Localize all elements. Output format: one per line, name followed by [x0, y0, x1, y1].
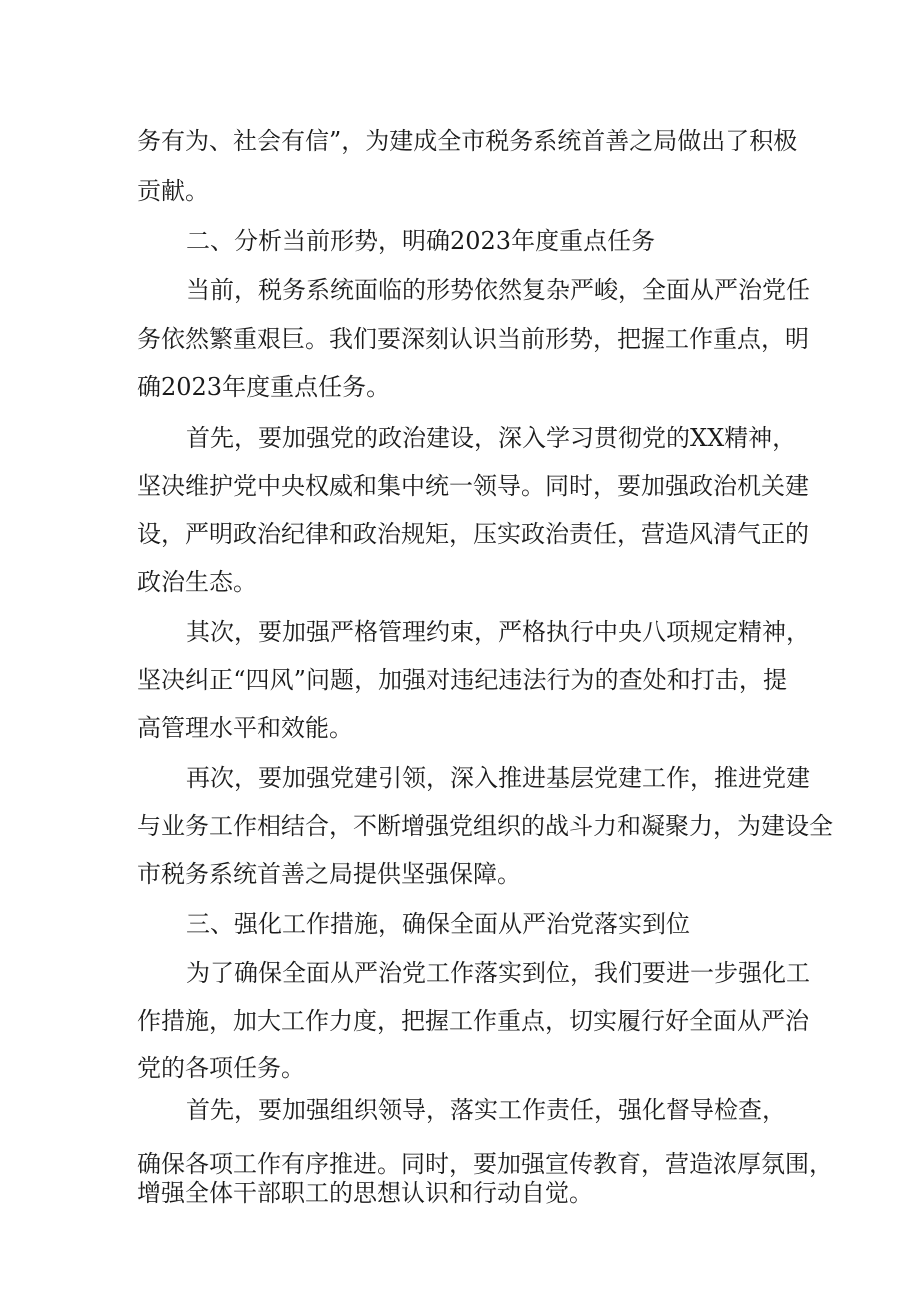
paragraph-line: 贡献。: [137, 177, 209, 205]
paragraph-line: 再次，要加强党建引领，深入推进基层党建工作，推进党建: [186, 764, 810, 792]
paragraph-line: 首先，要加强党的政治建设，深入学习贯彻党的XX精神，: [186, 424, 797, 452]
section-heading: 三、强化工作措施，确保全面从严治党落实到位: [186, 910, 690, 938]
paragraph-line: 其次，要加强严格管理约束，严格执行中央八项规定精神，: [186, 618, 810, 646]
paragraph-line: 确2023年度重点任务。: [137, 373, 391, 401]
paragraph-line: 增强全体干部职工的思想认识和行动自觉。: [137, 1179, 593, 1207]
section-heading: 二、分析当前形势，明确2023年度重点任务: [186, 227, 656, 255]
paragraph-line: 作措施，加大工作力度，把握工作重点，切实履行好全面从严治: [137, 1007, 809, 1035]
paragraph-line: 首先，要加强组织领导，落实工作责任，强化督导检查，: [186, 1096, 786, 1124]
paragraph-line: 党的各项任务。: [137, 1054, 305, 1082]
paragraph-line: 与业务工作相结合，不断增强党组织的战斗力和凝聚力，为建设全: [137, 812, 833, 840]
paragraph-line: 务有为、社会有信”，为建成全市税务系统首善之局做出了积极: [137, 127, 798, 155]
paragraph-line: 政治生态。: [137, 568, 257, 596]
paragraph-line: 坚决纠正“四风”问题，加强对违纪违法行为的查处和打击，提: [137, 666, 787, 694]
paragraph-line: 当前，税务系统面临的形势依然复杂严峻，全面从严治党任: [186, 276, 810, 304]
paragraph-line: 市税务系统首善之局提供坚强保障。: [137, 860, 521, 888]
paragraph-line: 务依然繁重艰巨。我们要深刻认识当前形势，把握工作重点，明: [137, 325, 809, 353]
paragraph-line: 坚决维护党中央权威和集中统一领导。同时，要加强政治机关建: [137, 472, 809, 500]
paragraph-line: 高管理水平和效能。: [137, 714, 353, 742]
paragraph-line: 为了确保全面从严治党工作落实到位，我们要进一步强化工: [186, 959, 810, 987]
paragraph-line: 确保各项工作有序推进。同时，要加强宣传教育，营造浓厚氛围，: [137, 1150, 833, 1178]
paragraph-line: 设，严明政治纪律和政治规矩，压实政治责任，营造风清气正的: [137, 520, 809, 548]
